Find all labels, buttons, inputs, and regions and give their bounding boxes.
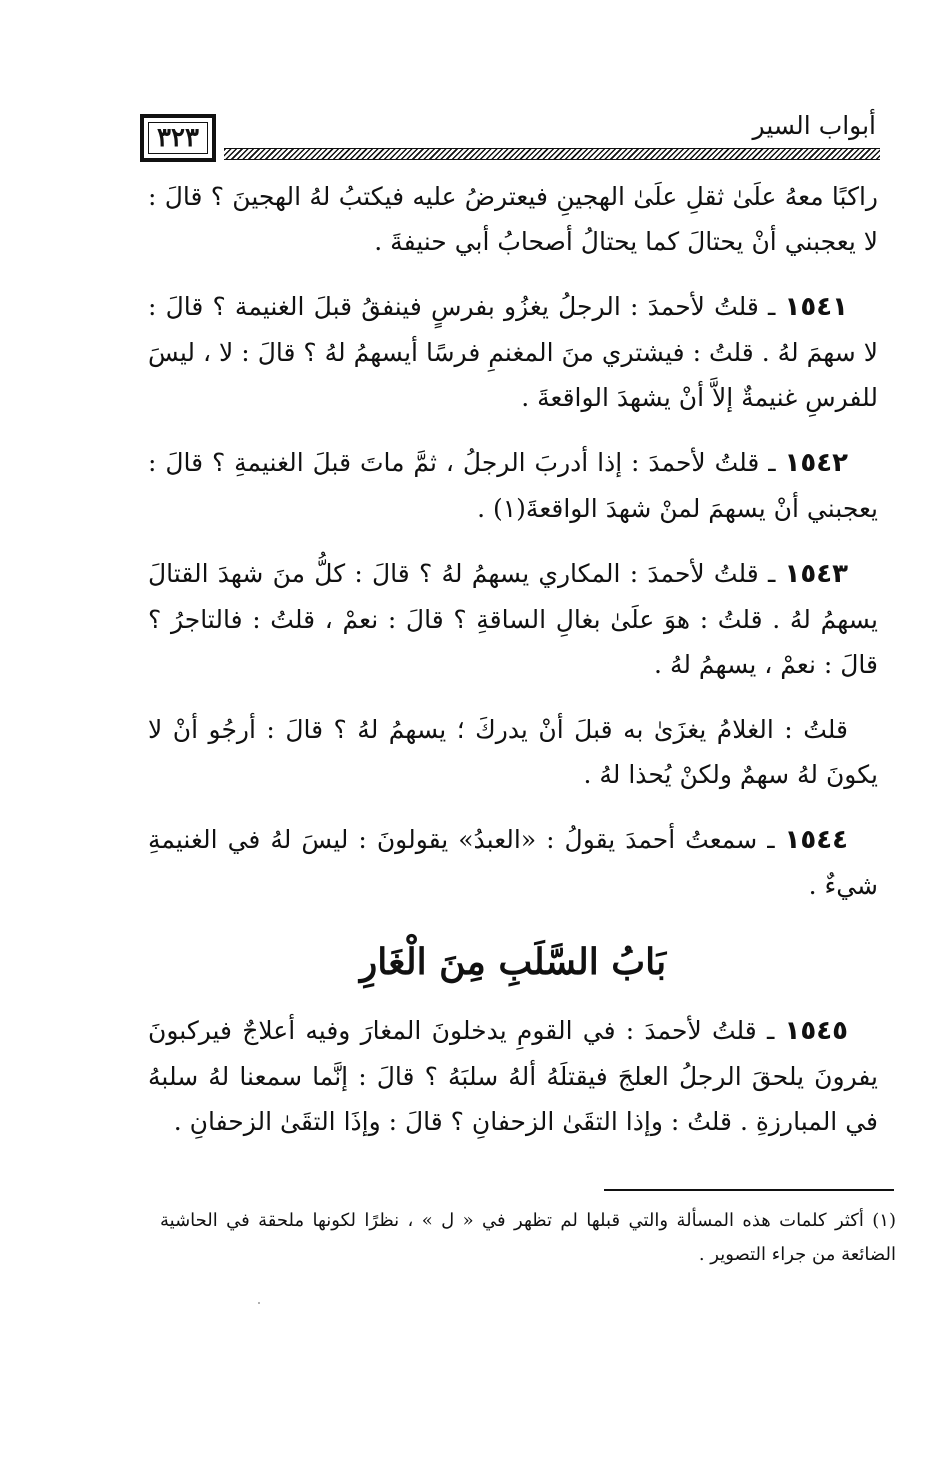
paragraph-1542 bbox=[148, 440, 878, 531]
paragraph-text: راكبًا معهُ علَىٰ ثقلِ علَىٰ الهجينِ فيعترضُ عليه فيكتبُ لهُ الهجينَ ؟ قالَ : لا يعجبني أنْ يحتالَ كما يحتالُ أصحابُ أبي حنيفةَ . bbox=[148, 182, 878, 256]
header-ornamental-rule bbox=[224, 148, 880, 160]
entry-number: ١٥٤٢ bbox=[784, 448, 848, 478]
paragraph-1541 bbox=[148, 284, 878, 420]
footnote: (١) أكثر كلمات هذه المسألة والتي قبلها لم تظهر في « ل » ، نظرًا لكونها ملحقة في الحاشية الضائعة من جراء التصوير . bbox=[160, 1210, 896, 1265]
paragraph-text: ـ قلتُ لأحمدَ : إذا أدربَ الرجلُ ، ثمَّ ماتَ قبلَ الغنيمةِ ؟ قالَ : يعجبني أنْ يسهمَ لمنْ شهدَ الواقعةَ(١) . bbox=[148, 448, 878, 523]
entry-number: ١٥٤١ bbox=[784, 292, 848, 322]
page-header bbox=[140, 108, 880, 168]
paragraph-ghulam bbox=[148, 707, 878, 797]
paragraph-text: ـ قلتُ لأحمدَ : الرجلُ يغزُو بفرسٍ فينفقُ قبلَ الغنيمة ؟ قالَ : لا سهمَ لهُ . قلتُ : فيشتري منَ المغنمِ فرسًا أيسهمُ لهُ ؟ قالَ : لا ، ليسَ للفرسِ غنيمةٌ إلاَّ أنْ يشهدَ الواقعةَ . bbox=[148, 292, 878, 412]
main-text bbox=[148, 174, 878, 1164]
page-number: ٣٢٣ bbox=[140, 114, 216, 162]
paragraph-text: قلتُ : الغلامُ يغزَىٰ به قبلَ أنْ يدركَ ؛ يسهمُ لهُ ؟ قالَ : أرجُو أنْ لا يكونَ لهُ سهمٌ ولكنْ يُحذا لهُ . bbox=[148, 715, 878, 789]
entry-number: ١٥٤٥ bbox=[784, 1016, 848, 1046]
section-heading: بَابُ السَّلَبِ مِنَ الْغَارِ bbox=[359, 941, 667, 983]
scan-speck bbox=[258, 1302, 260, 1304]
running-title: أبواب السير bbox=[752, 111, 876, 140]
entry-number: ١٥٤٤ bbox=[784, 825, 848, 855]
paragraph-text: ـ سمعتُ أحمدَ يقولُ : «العبدُ» يقولونَ : ليسَ لهُ في الغنيمةِ شيءٌ . bbox=[148, 825, 878, 900]
paragraph-text: ـ قلتُ لأحمدَ : المكاري يسهمُ لهُ ؟ قالَ : كلُّ منَ شهدَ القتالَ يسهمُ لهُ . قلتُ : هوَ علَىٰ بغالِ الساقةِ ؟ قالَ : نعمْ ، قلتُ : فالتاجرُ ؟ قالَ : نعمْ ، يسهمُ لهُ . bbox=[148, 559, 878, 679]
paragraph-text: ـ قلتُ لأحمدَ : في القومِ يدخلونَ المغارَ وفيه أعلاجٌ فيركبونَ يفرونَ يلحقَ الرجلُ العلجَ فيقتلَهُ ألهُ سلبَهُ ؟ قالَ : إنَّما سمعنا لهُ سلبهُ في المبارزةِ . قلتُ : وإذا التقَىٰ الزحفانِ ؟ قالَ : وإذَا التقَىٰ الزحفانِ . bbox=[148, 1016, 878, 1136]
paragraph-1545 bbox=[148, 1008, 878, 1144]
paragraph-1543 bbox=[148, 551, 878, 687]
footnote-separator bbox=[604, 1189, 894, 1191]
entry-number: ١٥٤٣ bbox=[784, 559, 848, 589]
paragraph bbox=[148, 174, 878, 264]
paragraph-1544 bbox=[148, 817, 878, 908]
